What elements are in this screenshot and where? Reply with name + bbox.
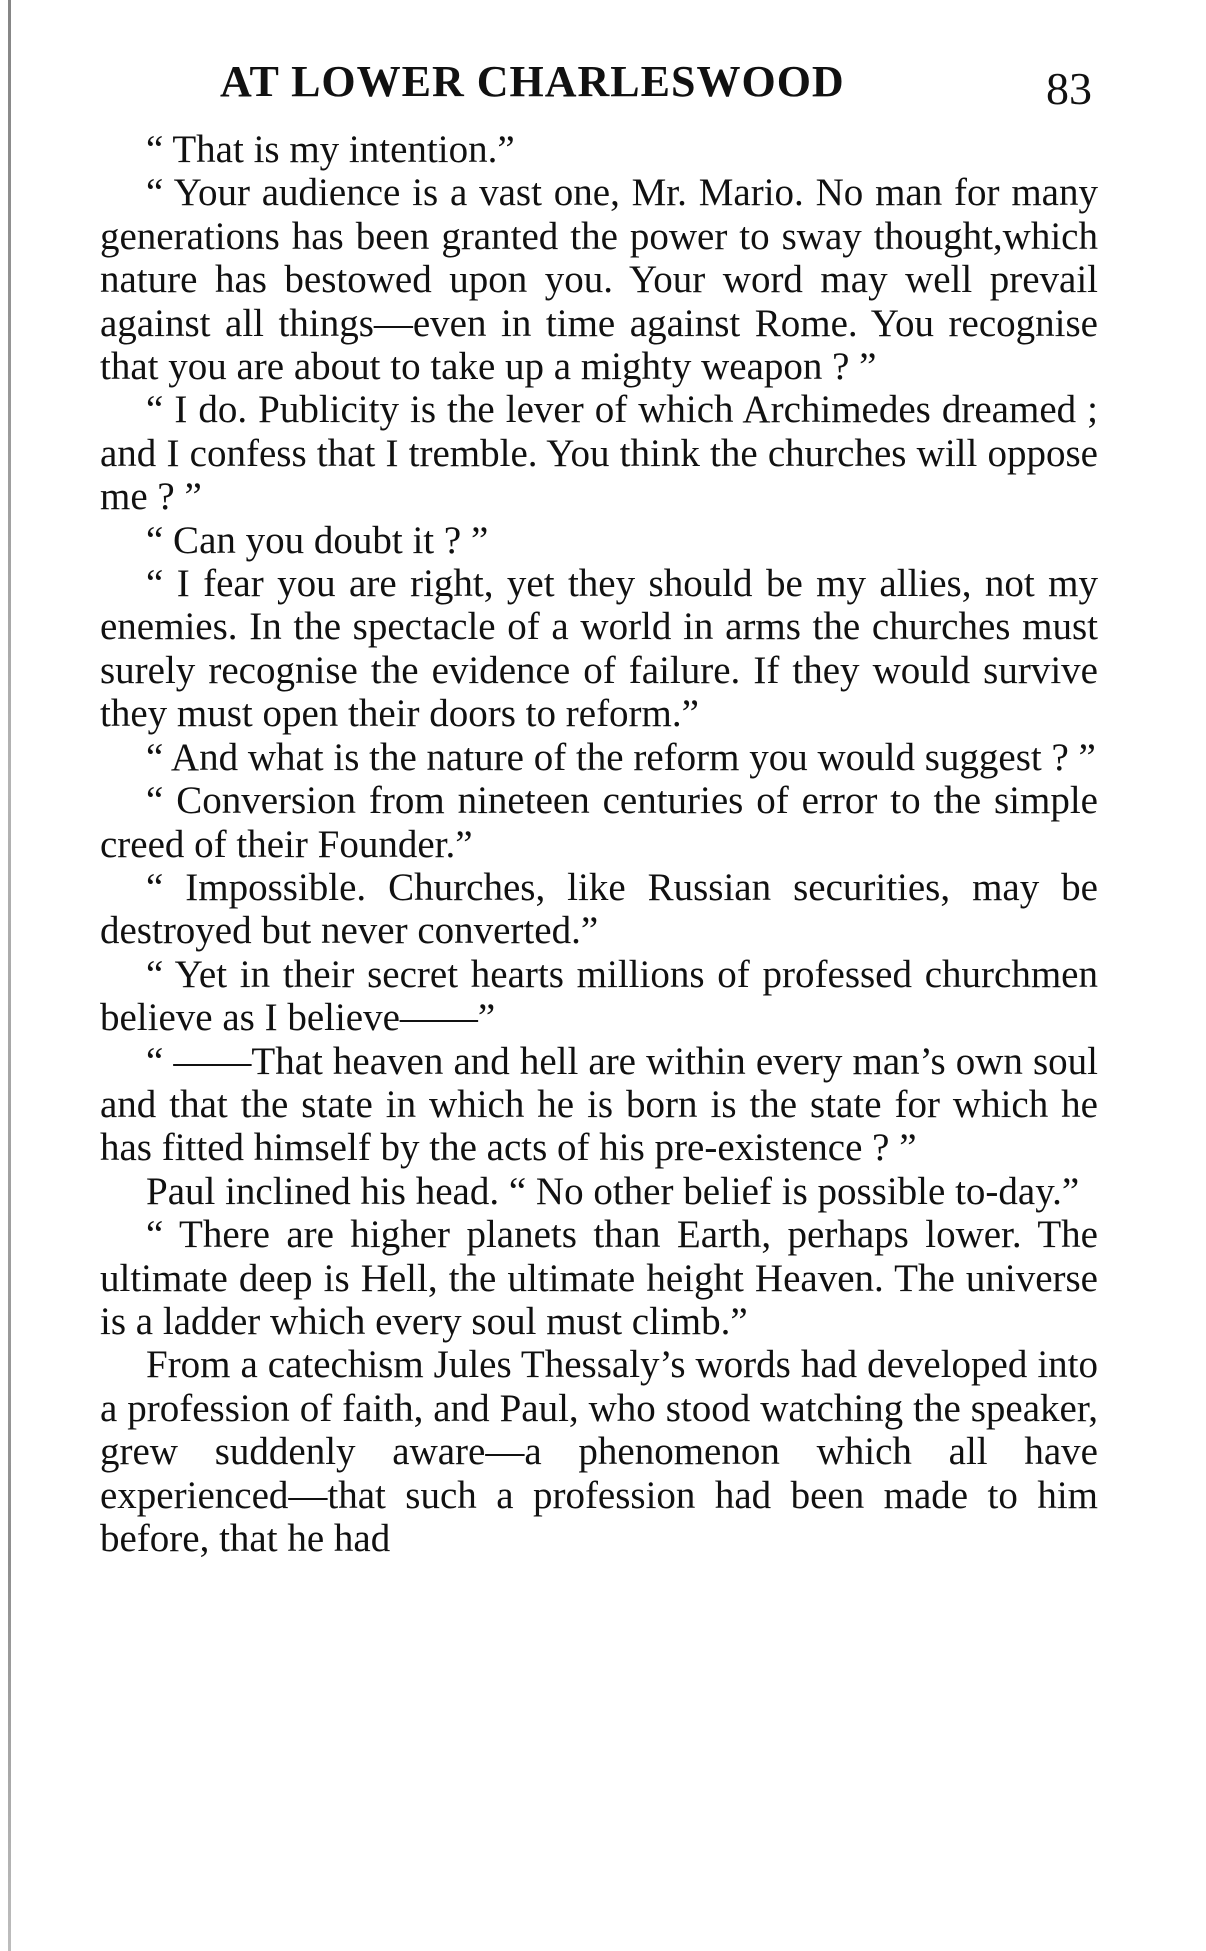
paragraph: “ Impossible. Churches, like Russian securities, may be destroyed but never converted.” <box>100 865 1098 953</box>
paragraph: “ Conversion from nineteen centuries of error to the simple creed of their Founder.” <box>100 779 1098 866</box>
paragraph: From a catechism Jules Thessaly’s words had developed into a profession of faith, and Paul, who stood watching the speaker, grew suddenly aware—a phenomenon which all have experienced—that such a profession had been made to him before, that he had <box>100 1343 1098 1560</box>
paragraph: “ Yet in their secret hearts millions of professed churchmen believe as I believe——” <box>100 952 1098 1040</box>
paragraph: “ ——That heaven and hell are within every man’s own soul and that the state in which he is born is the state for which he has fitted himself by the acts of his pre-existence ? ” <box>100 1039 1098 1170</box>
paragraph: “ That is my intention.” <box>146 128 515 171</box>
binding-edge <box>8 0 11 1951</box>
running-head <box>100 56 1100 116</box>
page-number: 83 <box>1046 63 1092 114</box>
paragraph: “ And what is the nature of the reform you would suggest ? ” <box>146 735 1096 779</box>
paragraph: “ Can you doubt it ? ” <box>146 518 489 562</box>
paragraph: “ Your audience is a vast one, Mr. Mario. No man for many generations has been granted the power to sway thought,which nature has bestowed upon you. Your word may well prevail against all things—even in time against Rome. You recognise that you are about to take up a mighty weapon ? ” <box>100 171 1098 389</box>
paragraph: “ I fear you are right, yet they should be my allies, not my enemies. In the spectacle of a world in arms the churches must surely recognise the evidence of failure. If they would survive they must open their doors to reform.” <box>100 562 1098 736</box>
running-title: AT LOWER CHARLESWOOD <box>220 57 845 106</box>
paragraph: “ I do. Publicity is the lever of which Archimedes dreamed ; and I confess that I tremble. You think the churches will oppose me ? ” <box>100 388 1098 519</box>
paragraph: Paul inclined his head. “ No other belief is possible to-day.” <box>146 1169 1080 1213</box>
body-text <box>100 128 1098 1560</box>
paragraph: “ There are higher planets than Earth, perhaps lower. The ultimate deep is Hell, the ultimate height Heaven. The universe is a ladder which every soul must climb.” <box>100 1213 1098 1343</box>
